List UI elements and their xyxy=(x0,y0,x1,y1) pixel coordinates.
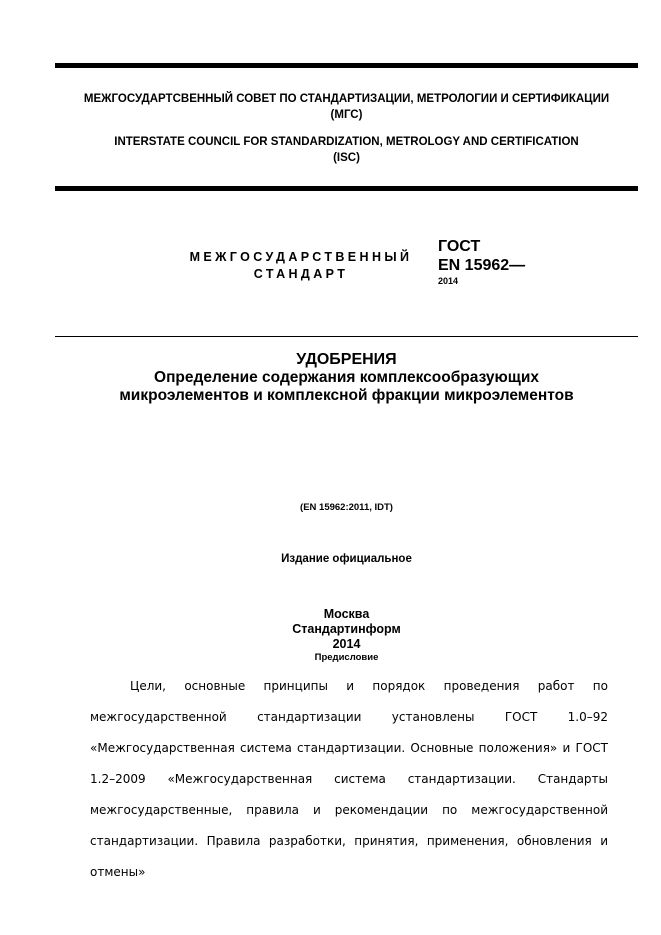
imprint-publisher: Стандартинформ xyxy=(292,622,401,636)
gost-label: ГОСТ xyxy=(438,238,481,255)
council-ru-name: МЕЖГОСУДАРТСВЕННЫЙ СОВЕТ ПО СТАНДАРТИЗАЦИИ, МЕТРОЛОГИИ И СЕРТИФИКАЦИИ xyxy=(83,93,610,105)
imprint-city: Москва xyxy=(323,607,370,621)
standard-type-line1: МЕЖГОСУДАРСТВЕННЫЙ xyxy=(189,250,413,264)
title-rule xyxy=(55,336,638,337)
imprint xyxy=(40,607,653,663)
council-en xyxy=(40,134,653,166)
imprint-year: 2014 xyxy=(332,637,361,651)
reference-standard: (EN 15962:2011, IDT) xyxy=(300,502,393,513)
title-main: УДОБРЕНИЯ xyxy=(296,351,397,368)
header-bottom-rule xyxy=(55,186,638,191)
gost-designation xyxy=(438,237,525,287)
preface-text: Цели, основные принципы и порядок проведения работ по межгосударственной стандартизации установлены ГОСТ 1.0–92 «Межгосударственная система стандартизации. Основные положения» и ГОСТ 1.2–2009 «Межгосударственная система стандартизации. Стандарты межгосударственные, правила и рекомендации по межгосударственной стандартизации. Правила разработки, принятия, применения, обновления и отмены» xyxy=(90,679,608,879)
council-ru-abbr: (МГС) xyxy=(330,109,363,121)
edition-label: Издание официальное xyxy=(281,553,412,565)
title-sub-line1: Определение содержания комплексообразующих xyxy=(154,369,539,386)
top-rule xyxy=(55,63,638,68)
document-title xyxy=(40,351,653,405)
standard-type-line2: СТАНДАРТ xyxy=(253,267,349,281)
gost-year: 2014 xyxy=(438,276,459,286)
council-ru xyxy=(40,91,653,123)
preface-heading: Предисловие xyxy=(314,652,379,663)
gost-number: EN 15962— xyxy=(438,257,526,274)
standard-type xyxy=(170,249,432,283)
council-en-abbr: (ISC) xyxy=(333,152,360,164)
council-en-name: INTERSTATE COUNCIL FOR STANDARDIZATION, METROLOGY AND CERTIFICATION xyxy=(114,136,579,148)
title-sub-line2: микроэлементов и комплексной фракции микроэлементов xyxy=(119,387,574,404)
